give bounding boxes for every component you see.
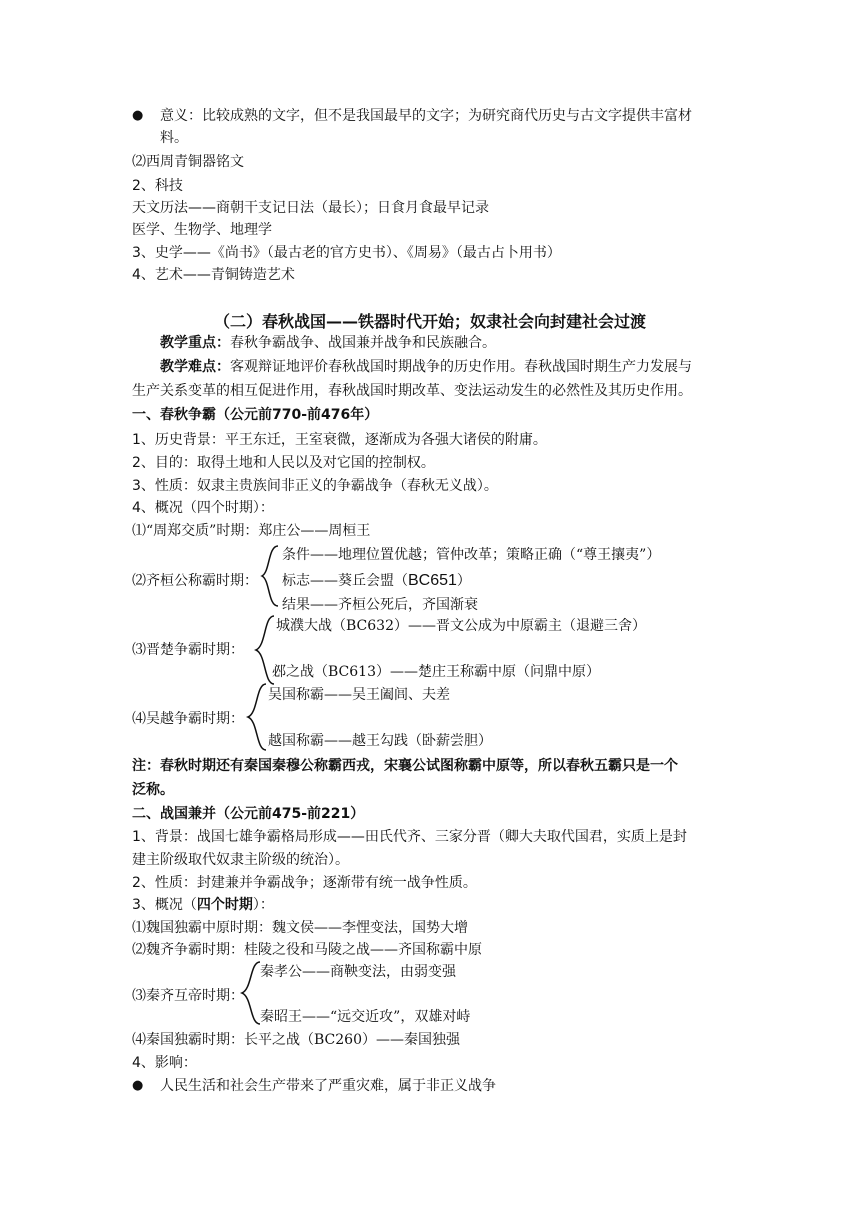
- qi-result: 结果——齐桓公死后，齐国渐衰: [282, 597, 478, 613]
- art-line: 4、艺术——青铜铸造艺术: [132, 267, 295, 283]
- chunqiu-nature: 3、性质：奴隶主贵族间非正义的争霸战争（春秋无义战）。: [132, 478, 498, 494]
- jin-chengpu: 城濮大战（BC632）——晋文公成为中原霸主（退避三舍）: [276, 618, 646, 634]
- impact-item: 人民生活和社会生产带来了严重灾难，属于非正义战争: [160, 1078, 496, 1094]
- oracle-meaning-line1: 意义：比较成熟的文字，但不是我国最早的文字；为研究商代历史与古文字提供丰富材: [160, 108, 692, 124]
- oracle-meaning-line2: 料。: [160, 130, 188, 146]
- zhanguo-background-line2: 建主阶级取代奴隶主阶级的统治）。: [132, 852, 349, 868]
- tech-heading: 2、科技: [132, 178, 183, 194]
- period-jin-chu-label: ⑶晋楚争霸时期：: [132, 642, 244, 658]
- yue-hegemony: 越国称霸——越王勾践（卧薪尝胆）: [268, 733, 492, 749]
- astronomy-line: 天文历法——商朝干支记日法（最长）；日食月食最早记录: [132, 200, 489, 216]
- period-zhou-zheng: ⑴“周郑交质”时期：郑庄公——周桓王: [132, 523, 371, 539]
- period-wu-yue-label: ⑷吴越争霸时期：: [132, 711, 244, 727]
- chunqiu-purpose: 2、目的：取得土地和人民以及对它国的控制权。: [132, 455, 435, 471]
- qi-symbol-year: BC651: [408, 572, 457, 589]
- qi-symbol-end: ）: [456, 573, 471, 589]
- teaching-difficulty-line1: [160, 357, 692, 377]
- overview-pre: 3、概况（: [132, 897, 197, 913]
- chunqiu-note-line2: 泛称。: [132, 782, 174, 798]
- qi-condition: 条件——地理位置优越；管仲改革；策略正确（“尊王攘夷”）: [282, 547, 661, 563]
- brace-icon: [258, 544, 282, 608]
- difficulty-label: 教学难点：: [160, 359, 230, 375]
- qin-zhaowang: 秦昭王——“远交近攻”，双雄对峙: [260, 1009, 471, 1025]
- zhanguo-background-line1: 1、背景：战国七雄争霸格局形成——田氏代齐、三家分晋（卿大夫取代国君，实质上是封: [132, 829, 687, 845]
- chunqiu-note-line1: 注：春秋时期还有秦国秦穆公称霸西戎，宋襄公试图称霸中原等，所以春秋五霸只是一个: [132, 758, 678, 774]
- chunqiu-heading: 一、春秋争霸（公元前770-前476年）: [132, 407, 379, 423]
- key-text: 春秋争霸战争、战国兼并战争和民族融合。: [230, 335, 496, 351]
- western-zhou-bronze: ⑵西周青铜器铭文: [132, 154, 244, 170]
- zhanguo-impact: 4、影响：: [132, 1055, 197, 1071]
- chunqiu-overview: 4、概况（四个时期）：: [132, 500, 274, 516]
- period-qi-label: ⑵齐桓公称霸时期：: [132, 573, 258, 589]
- overview-bold: 四个时期: [196, 897, 253, 913]
- bullet-icon: ●: [132, 108, 144, 123]
- section-title: （二）春秋战国——铁器时代开始；奴隶社会向封建社会过渡: [213, 312, 646, 331]
- bullet-icon: ●: [132, 1078, 144, 1093]
- qi-symbol: [282, 571, 471, 591]
- overview-post: ）：: [252, 897, 274, 913]
- zhanguo-nature: 2、性质：封建兼并争霸战争；逐渐带有统一战争性质。: [132, 875, 477, 891]
- qi-symbol-text: 标志——葵丘会盟（: [282, 573, 408, 589]
- teaching-difficulty-line2: 生产关系变革的相互促进作用，春秋战国时期改革、变法运动发生的必然性及其历史作用。: [132, 383, 692, 399]
- period-wei: ⑴魏国独霸中原时期：魏文侯——李悝变法，国势大增: [132, 920, 468, 936]
- brace-icon: [238, 960, 262, 1026]
- history-line: 3、史学——《尚书》（最古老的官方史书）、《周易》（最古占卜用书）: [132, 245, 561, 261]
- wu-hegemony: 吴国称霸——吴王阖闾、夫差: [268, 687, 450, 703]
- qin-xiaogong: 秦孝公——商鞅变法，由弱变强: [260, 964, 456, 980]
- period-qin: ⑷秦国独霸时期：长平之战（BC260）——秦国独强: [132, 1032, 460, 1048]
- teaching-key-point: [160, 333, 496, 353]
- chu-bi: 邲之战（BC613）——楚庄王称霸中原（问鼎中原）: [272, 664, 600, 680]
- key-label: 教学重点：: [160, 335, 230, 351]
- period-qin-qi-label: ⑶秦齐互帝时期：: [132, 988, 244, 1004]
- medicine-line: 医学、生物学、地理学: [132, 222, 272, 238]
- difficulty-text: 客观辩证地评价春秋战国时期战争的历史作用。春秋战国时期生产力发展与: [230, 359, 692, 375]
- zhanguo-overview: [132, 895, 274, 915]
- chunqiu-background: 1、历史背景：平王东迁，王室衰微，逐渐成为各强大诸侯的附庸。: [132, 432, 547, 448]
- zhanguo-heading: 二、战国兼并（公元前475-前221）: [132, 806, 365, 822]
- brace-icon: [244, 682, 268, 752]
- period-wei-qi: ⑵魏齐争霸时期：桂陵之役和马陵之战——齐国称霸中原: [132, 942, 482, 958]
